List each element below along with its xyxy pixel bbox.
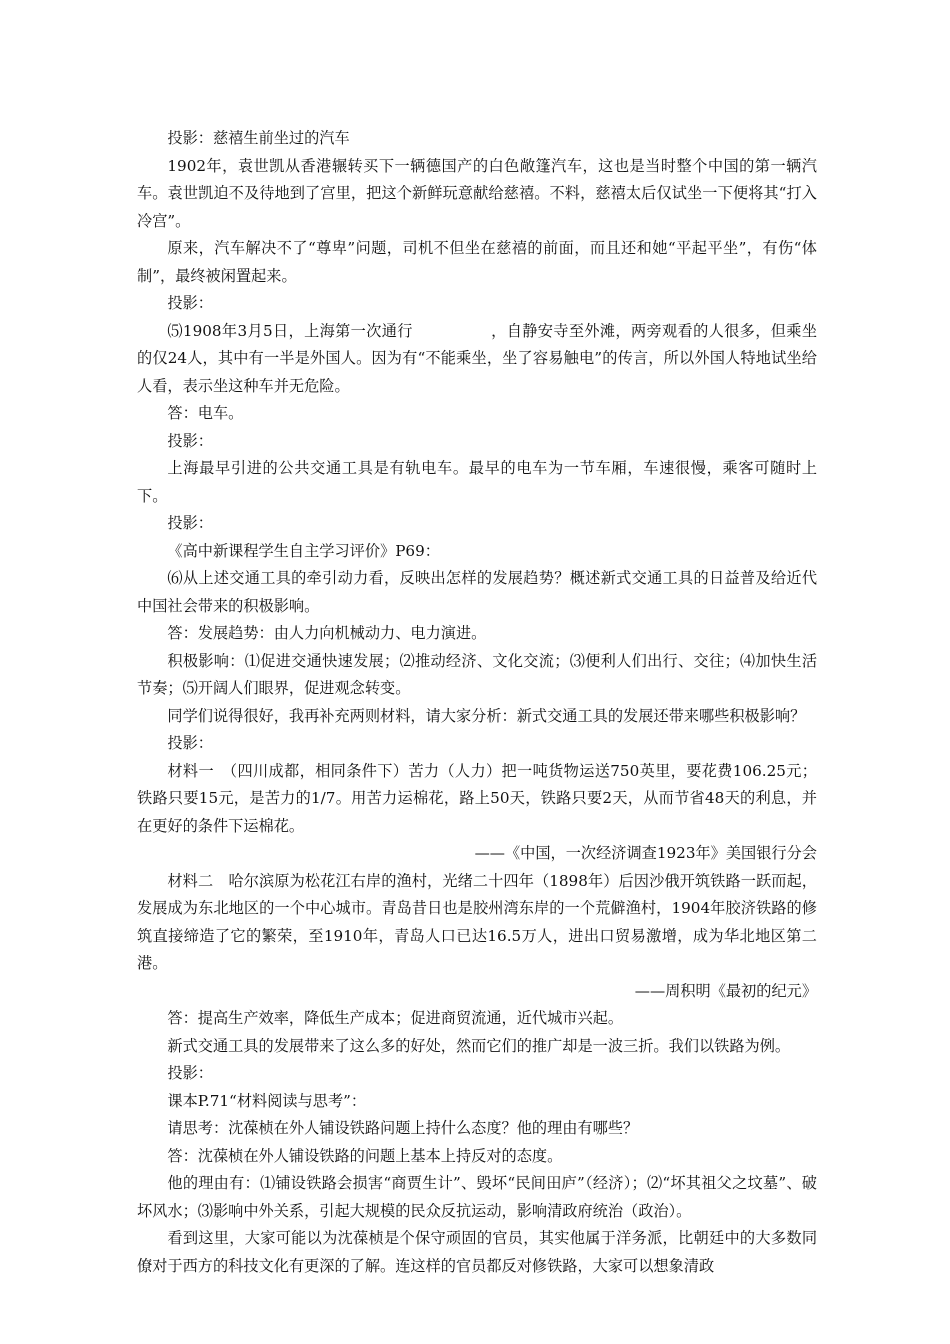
paragraph-first-car: 1902年，袁世凯从香港辗转买下一辆德国产的白色敞篷汽车，这也是当时整个中国的第一辆汽车。袁世凯迫不及待地到了宫里，把这个新鲜玩意献给慈禧。不料，慈禧太后仅试坐一下便将其“打入冷宫”。: [137, 156, 817, 230]
question-5-start: ⑸1908年3月5日，上海第一次通行: [167, 321, 413, 340]
paragraph-shen-baozhen-analysis: 看到这里，大家可能以为沈葆桢是个保守顽固的官员，其实他属于洋务派，比朝廷中的大多数同僚对于西方的科技文化有更深的了解。连这样的官员都反对修铁路，大家可以想象清政: [137, 1229, 817, 1275]
question-5-rest: ，自静安寺至外滩，两旁观看的人很多，但乘坐的仅24人，其中有一半是外国人。因为有“不能乘坐，坐了容易触电”的传言，所以外国人特地试坐给人看，表示坐这种车并无危险。: [137, 321, 818, 395]
answer-shen-baozhen-attitude: 答：沈葆桢在外人铺设铁路的问题上基本上持反对的态度。: [167, 1146, 563, 1165]
document-body: [137, 125, 817, 1280]
projection-label: 投影：: [167, 734, 213, 752]
paragraph-supplement-materials: 同学们说得很好，我再补充两则材料，请大家分析：新式交通工具的发展还带来哪些积极影响？: [167, 706, 806, 725]
projection-car-heading: 投影：慈禧生前坐过的汽车: [167, 129, 350, 147]
material-two-source: ——周积明《最初的纪元》: [634, 981, 817, 1000]
answer-trend: 答：发展趋势：由人力向机械动力、电力演进。: [167, 624, 487, 642]
projection-label: 投影：: [167, 294, 213, 312]
paragraph-railway-example: 新式交通工具的发展带来了这么多的好处，然而它们的推广却是一波三折。我们以铁路为例。: [167, 1036, 791, 1055]
textbook-reference: 《高中新课程学生自主学习评价》P69：: [167, 541, 440, 560]
question-shen-baozhen: 请思考：沈葆桢在外人铺设铁路问题上持什么态度？他的理由有哪些？: [167, 1119, 639, 1137]
answer-positive-impact: 积极影响：⑴促进交通快速发展；⑵推动经济、文化交流；⑶便利人们出行、交往；⑷加快生活节奏；⑸开阔人们眼界，促进观念转变。: [137, 651, 817, 697]
question-5: [137, 318, 817, 401]
paragraph-car-hierarchy: 原来，汽车解决不了“尊卑”问题，司机不但坐在慈禧的前面，而且还和她“平起平坐”，有伤“体制”，最终被闲置起来。: [137, 239, 817, 285]
material-one: 材料一 （四川成都，相同条件下）苦力（人力）把一吨货物运送750英里，要花费106.25元；铁路只要15元，是苦力的1/7。用苦力运棉花，路上50天，铁路只要2天，从而节省48天的利息，并在更好的条件下运棉花。: [137, 761, 817, 835]
material-two: 材料二 哈尔滨原为松花江右岸的渔村，光绪二十四年（1898年）后因沙俄开筑铁路一跃而起，发展成为东北地区的一个中心城市。青岛昔日也是胶州湾东岸的一个荒僻渔村，1904年胶济铁路的修筑直接缔造了它的繁荣，至1910年，青岛人口已达16.5万人，进出口贸易激增，成为华北地区第二港。: [137, 871, 817, 972]
answer-efficiency: 答：提高生产效率，降低生产成本；促进商贸流通，近代城市兴起。: [167, 1009, 624, 1027]
answer-shen-baozhen-reasons: 他的理由有：⑴铺设铁路会损害“商贾生计”、毁坏“民间田庐”（经济）；⑵“坏其祖父之坟墓”、破坏风水；⑶影响中外关系，引起大规模的民众反抗运动，影响清政府统治（政治）。: [137, 1174, 817, 1220]
paragraph-shanghai-tram: 上海最早引进的公共交通工具是有轨电车。最早的电车为一节车厢，车速很慢，乘客可随时上下。: [137, 459, 817, 505]
material-one-source: ——《中国，一次经济调查1923年》美国银行分会: [474, 844, 817, 862]
answer-tram: 答：电车。: [167, 404, 244, 422]
textbook-page-reference: 课本P.71“材料阅读与思考”：: [167, 1091, 367, 1110]
question-6: ⑹从上述交通工具的牵引动力看，反映出怎样的发展趋势？概述新式交通工具的日益普及给近代中国社会带来的积极影响。: [137, 569, 817, 615]
projection-label: 投影：: [167, 1064, 213, 1082]
projection-label: 投影：: [167, 514, 213, 532]
projection-label: 投影：: [167, 431, 213, 450]
